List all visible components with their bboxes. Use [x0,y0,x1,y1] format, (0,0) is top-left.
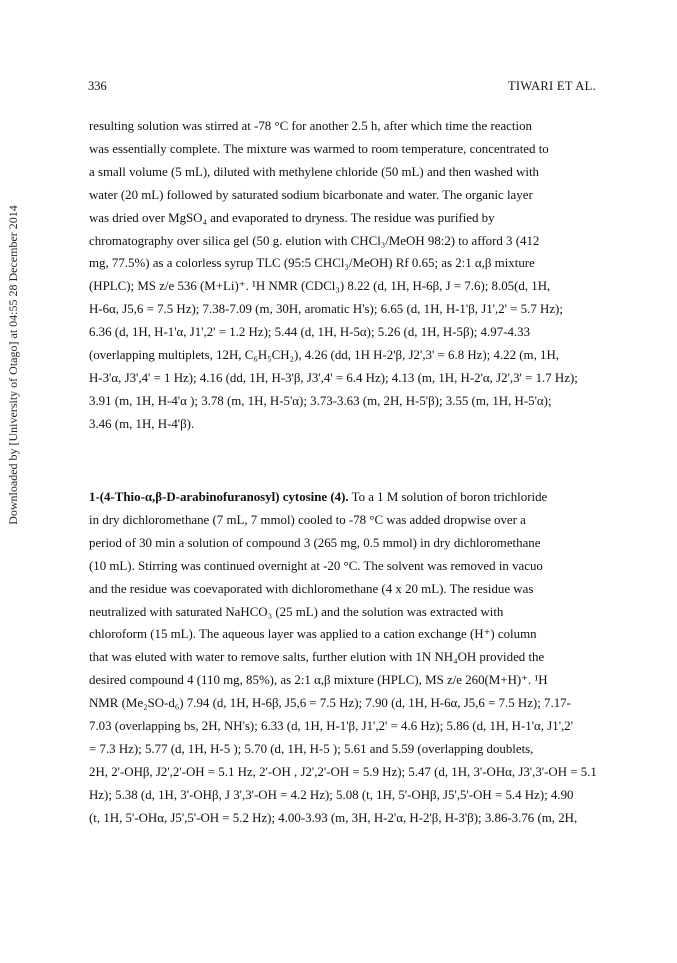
text-line: that was eluted with water to remove salts, further elution with 1N NH₄OH provided the [89,650,545,665]
text-line: and the residue was coevaporated with dichloromethane (4 x 20 mL). The residue was [89,581,534,596]
text-line: neutralized with saturated NaHCO₃ (25 mL) and the solution was extracted with [89,604,504,619]
text-line: (t, 1H, 5'-OHα, J5',5'-OH = 5.2 Hz); 4.00-3.93 (m, 3H, H-2'α, H-2'β, H-3'β); 3.86-3.76 (m, 2H, [89,810,578,825]
text-line: (HPLC); MS z/e 536 (M+Li)⁺. ¹H NMR (CDCl₃) 8.22 (d, 1H, H-6β, J = 7.6); 8.05(d, 1H, [89,279,551,294]
text-line: H-3'α, J3',4' = 1 Hz); 4.16 (dd, 1H, H-3'β, J3',4' = 6.4 Hz); 4.13 (m, 1H, H-2'α, J2',3' = 1.7 Hz); [89,370,578,385]
text-line: Hz); 5.38 (d, 1H, 3'-OHβ, J 3',3'-OH = 4.2 Hz); 5.08 (t, 1H, 5'-OHβ, J5',5'-OH = 5.4 Hz); 4.90 [89,787,574,802]
text-line: To a 1 M solution of boron trichloride [348,490,548,504]
text-line: (overlapping multiplets, 12H, C₆H₅CH₂), 4.26 (dd, 1H H-2'β, J2',3' = 6.8 Hz); 4.22 (m, 1H, [89,348,560,363]
text-line: mg, 77.5%) as a colorless syrup TLC (95:5 CHCl₃/MeOH) Rf 0.65; as 2:1 α,β mixture [89,256,535,271]
running-head: TIWARI ET AL. [507,79,596,93]
text-line: was dried over MgSO₄ and evaporated to dryness. The residue was purified by [89,210,495,225]
text-line: 2H, 2'-OHβ, J2',2'-OH = 5.1 Hz, 2'-OH , J2',2'-OH = 5.9 Hz); 5.47 (d, 1H, 3'-OHα, J3',3'-OH = 5.1 [89,764,597,779]
text-line: 7.03 (overlapping bs, 2H, NH's); 6.33 (d, 1H, H-1'β, J1',2' = 4.6 Hz); 5.86 (d, 1H, H-1'α, J1',2' [89,719,574,734]
paragraph-experimental-compound-4 [89,486,599,830]
text-line: in dry dichloromethane (7 mL, 7 mmol) cooled to -78 °C was added dropwise over a [89,512,526,527]
text-line: (10 mL). Stirring was continued overnight at -20 °C. The solvent was removed in vacuo [89,558,543,573]
text-line: chloroform (15 mL). The aqueous layer was applied to a cation exchange (H⁺) column [89,627,537,642]
text-line: 3.46 (m, 1H, H-4'β). [89,416,195,431]
text-line: desired compound 4 (110 mg, 85%), as 2:1 α,β mixture (HPLC), MS z/e 260(M+H)⁺. ¹H [89,673,548,688]
download-watermark: Downloaded by [University of Otago] at 04:55 28 December 2014 [6,205,20,525]
text-line: NMR (Me₂SO-d₆) 7.94 (d, 1H, H-6β, J5,6 = 7.5 Hz); 7.90 (d, 1H, H-6α, J5,6 = 7.5 Hz); 7.17- [89,696,571,711]
paragraph-experimental-compound-3 [89,115,599,436]
text-line: H-6α, J5,6 = 7.5 Hz); 7.38-7.09 (m, 30H, aromatic H's); 6.65 (d, 1H, H-1'β, J1',2' = 5.7 Hz); [89,302,563,317]
text-line: resulting solution was stirred at -78 °C for another 2.5 h, after which time the reaction [89,119,532,133]
text-line: 6.36 (d, 1H, H-1'α, J1',2' = 1.2 Hz); 5.44 (d, 1H, H-5α); 5.26 (d, 1H, H-5β); 4.97-4.33 [89,325,531,340]
page-number: 336 [88,79,107,93]
text-line: 3.91 (m, 1H, H-4'α ); 3.78 (m, 1H, H-5'α); 3.73-3.63 (m, 2H, H-5'β); 3.55 (m, 1H, H-5'α); [89,393,552,408]
text-line: water (20 mL) followed by saturated sodium bicarbonate and water. The organic layer [89,187,533,202]
text-line: = 7.3 Hz); 5.77 (d, 1H, H-5 ); 5.70 (d, 1H, H-5 ); 5.61 and 5.59 (overlapping doublets, [89,741,534,756]
compound-heading: 1-(4-Thio-α,β-D-arabinofuranosyl) cytosine (4). [89,490,349,504]
text-line: was essentially complete. The mixture was warmed to room temperature, concentrated to [89,141,549,156]
text-line: chromatography over silica gel (50 g. elution with CHCl₃/MeOH 98:2) to afford 3 (412 [89,233,540,248]
text-line: period of 30 min a solution of compound 3 (265 mg, 0.5 mmol) in dry dichloromethane [89,535,541,550]
text-line: a small volume (5 mL), diluted with methylene chloride (50 mL) and then washed with [89,164,539,179]
